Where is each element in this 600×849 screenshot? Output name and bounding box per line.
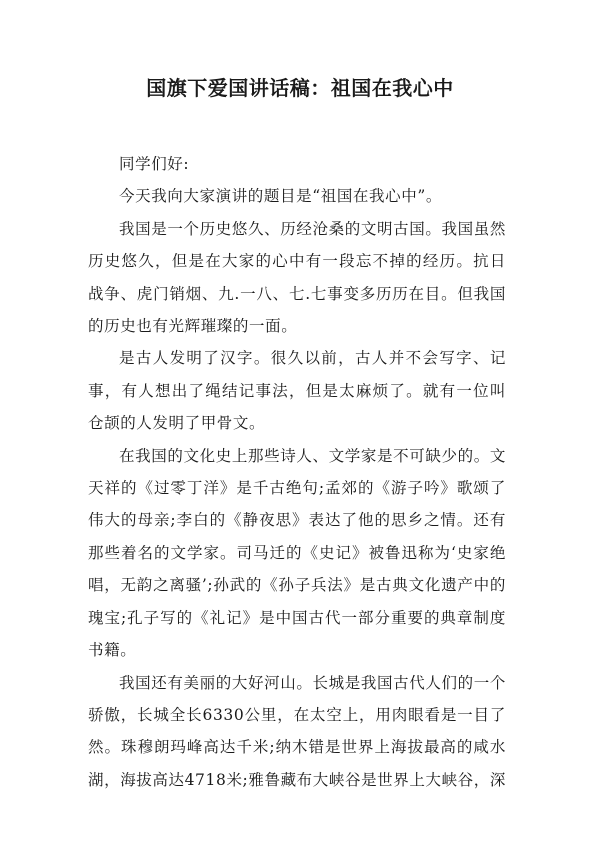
paragraph-characters: 是古人发明了汉字。很久以前，古人并不会写字、记事，有人想出了绳结记事法，但是太麻烦了。就有一位叫仓颉的人发明了甲骨文。	[88, 349, 506, 433]
paragraph-topic: 今天我向大家演讲的题目是“祖国在我心中”。	[119, 187, 442, 206]
paragraph-landscape: 我国还有美丽的大好河山。长城是我国古代人们的一个骄傲，长城全长6330公里，在太空上，用肉眼看是一目了然。珠穆朗玛峰高达千米;纳木错是世界上海拔最高的咸水湖，海拔高达4718米;雅鲁藏布大峡谷是世界上大峡谷，深	[88, 673, 506, 789]
paragraph-history: 我国是一个历史悠久、历经沧桑的文明古国。我国虽然历史悠久，但是在大家的心中有一段忘不掉的经历。抗日战争、虎门销烟、九.一八、七.七事变多历历在目。但我国的历史也有光辉璀璨的一面。	[88, 219, 506, 336]
document-body	[88, 148, 506, 796]
document-title: 国旗下爱国讲话稿：祖国在我心中	[146, 76, 454, 100]
paragraph-literature: 在我国的文化史上那些诗人、文学家是不可缺少的。文天祥的《过零丁洋》是千古绝句;孟郊的《游子吟》歌颂了伟大的母亲;李白的《静夜思》表达了他的思乡之情。还有那些着名的文学家。司马迁的《史记》被鲁迅称为‘史家绝唱，无韵之离骚’;孙武的《孙子兵法》是古典文化遗产中的瑰宝;孔子写的《礼记》是中国古代一部分重要的典章制度书籍。	[88, 446, 506, 660]
paragraph-greeting: 同学们好:	[119, 155, 190, 173]
